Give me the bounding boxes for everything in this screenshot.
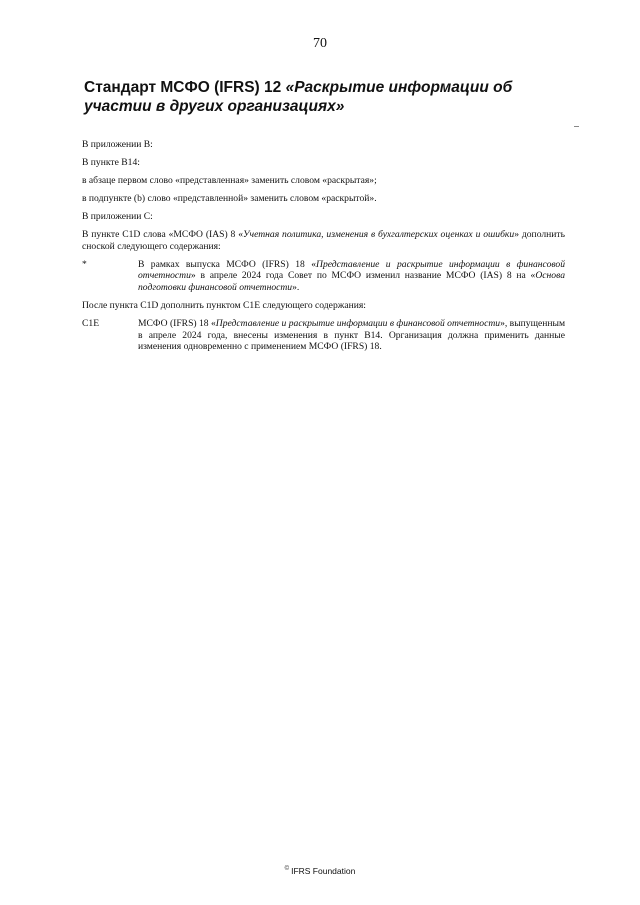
- footer: [0, 866, 640, 876]
- copyright-symbol: ©: [284, 866, 290, 873]
- footnote-text-e: ».: [292, 281, 300, 293]
- paragraph-after-c1d: После пункта C1D дополнить пунктом C1E следующего содержания:: [82, 300, 366, 311]
- footnote-text-c: » в апреле 2024 года Совет по МСФО изменил название МСФО (IAS) 8 на «: [190, 270, 536, 281]
- footnote-text-italic-2: Основа подготовки финансовой отчетности: [138, 270, 565, 293]
- paragraph-subitem-b: в подпункте (b) слово «представленной» заменить словом «раскрытой».: [82, 193, 377, 204]
- c1d-text-a: В пункте C1D слова «МСФО (IAS) 8 «: [82, 229, 244, 240]
- title-italic: «Раскрытие информации об участии в других организациях»: [84, 79, 513, 115]
- c1e-text: [138, 318, 565, 353]
- footnote-text-a: В рамках выпуска МСФО (IFRS) 18 «: [138, 258, 317, 270]
- c1e-text-italic: Представление и раскрытие информации в финансовой отчетности: [215, 318, 501, 329]
- paragraph-c1d: [82, 229, 565, 252]
- footer-text: IFRS Foundation: [291, 866, 356, 876]
- c1e-text-a: МСФО (IFRS) 18 «: [138, 318, 216, 329]
- footnote-marker: *: [82, 258, 87, 270]
- footnote: [82, 259, 565, 294]
- paragraph-appendix-b: В приложении В:: [82, 139, 153, 150]
- c1d-text-c: » дополнить сноской следующего содержания:: [82, 229, 565, 252]
- title-lead: Стандарт МСФО (IFRS) 12: [84, 79, 286, 96]
- c1d-text-italic: Учетная политика, изменения в бухгалтерских оценках и ошибки: [243, 229, 515, 240]
- paragraph-c1e: [82, 318, 565, 353]
- scan-mark: [574, 126, 579, 127]
- page-title: [84, 78, 564, 116]
- page-number: 70: [313, 36, 327, 51]
- paragraph-appendix-c: В приложении С:: [82, 211, 153, 222]
- c1e-text-c: », выпущенным в апреле 2024 года, внесены изменения в пункт В14. Организация должна применить данные изменения одновременно с применением МСФО (IFRS) 18.: [138, 318, 566, 352]
- footnote-text-italic-1: Представление и раскрытие информации в финансовой отчетности: [138, 258, 565, 281]
- paragraph-b14: В пункте В14:: [82, 157, 140, 168]
- footnote-text: [138, 259, 565, 294]
- paragraph-first-abzac: в абзаце первом слово «представленная» заменить словом «раскрытая»;: [82, 175, 377, 186]
- c1e-marker: C1E: [82, 318, 100, 329]
- document-body: [82, 139, 565, 353]
